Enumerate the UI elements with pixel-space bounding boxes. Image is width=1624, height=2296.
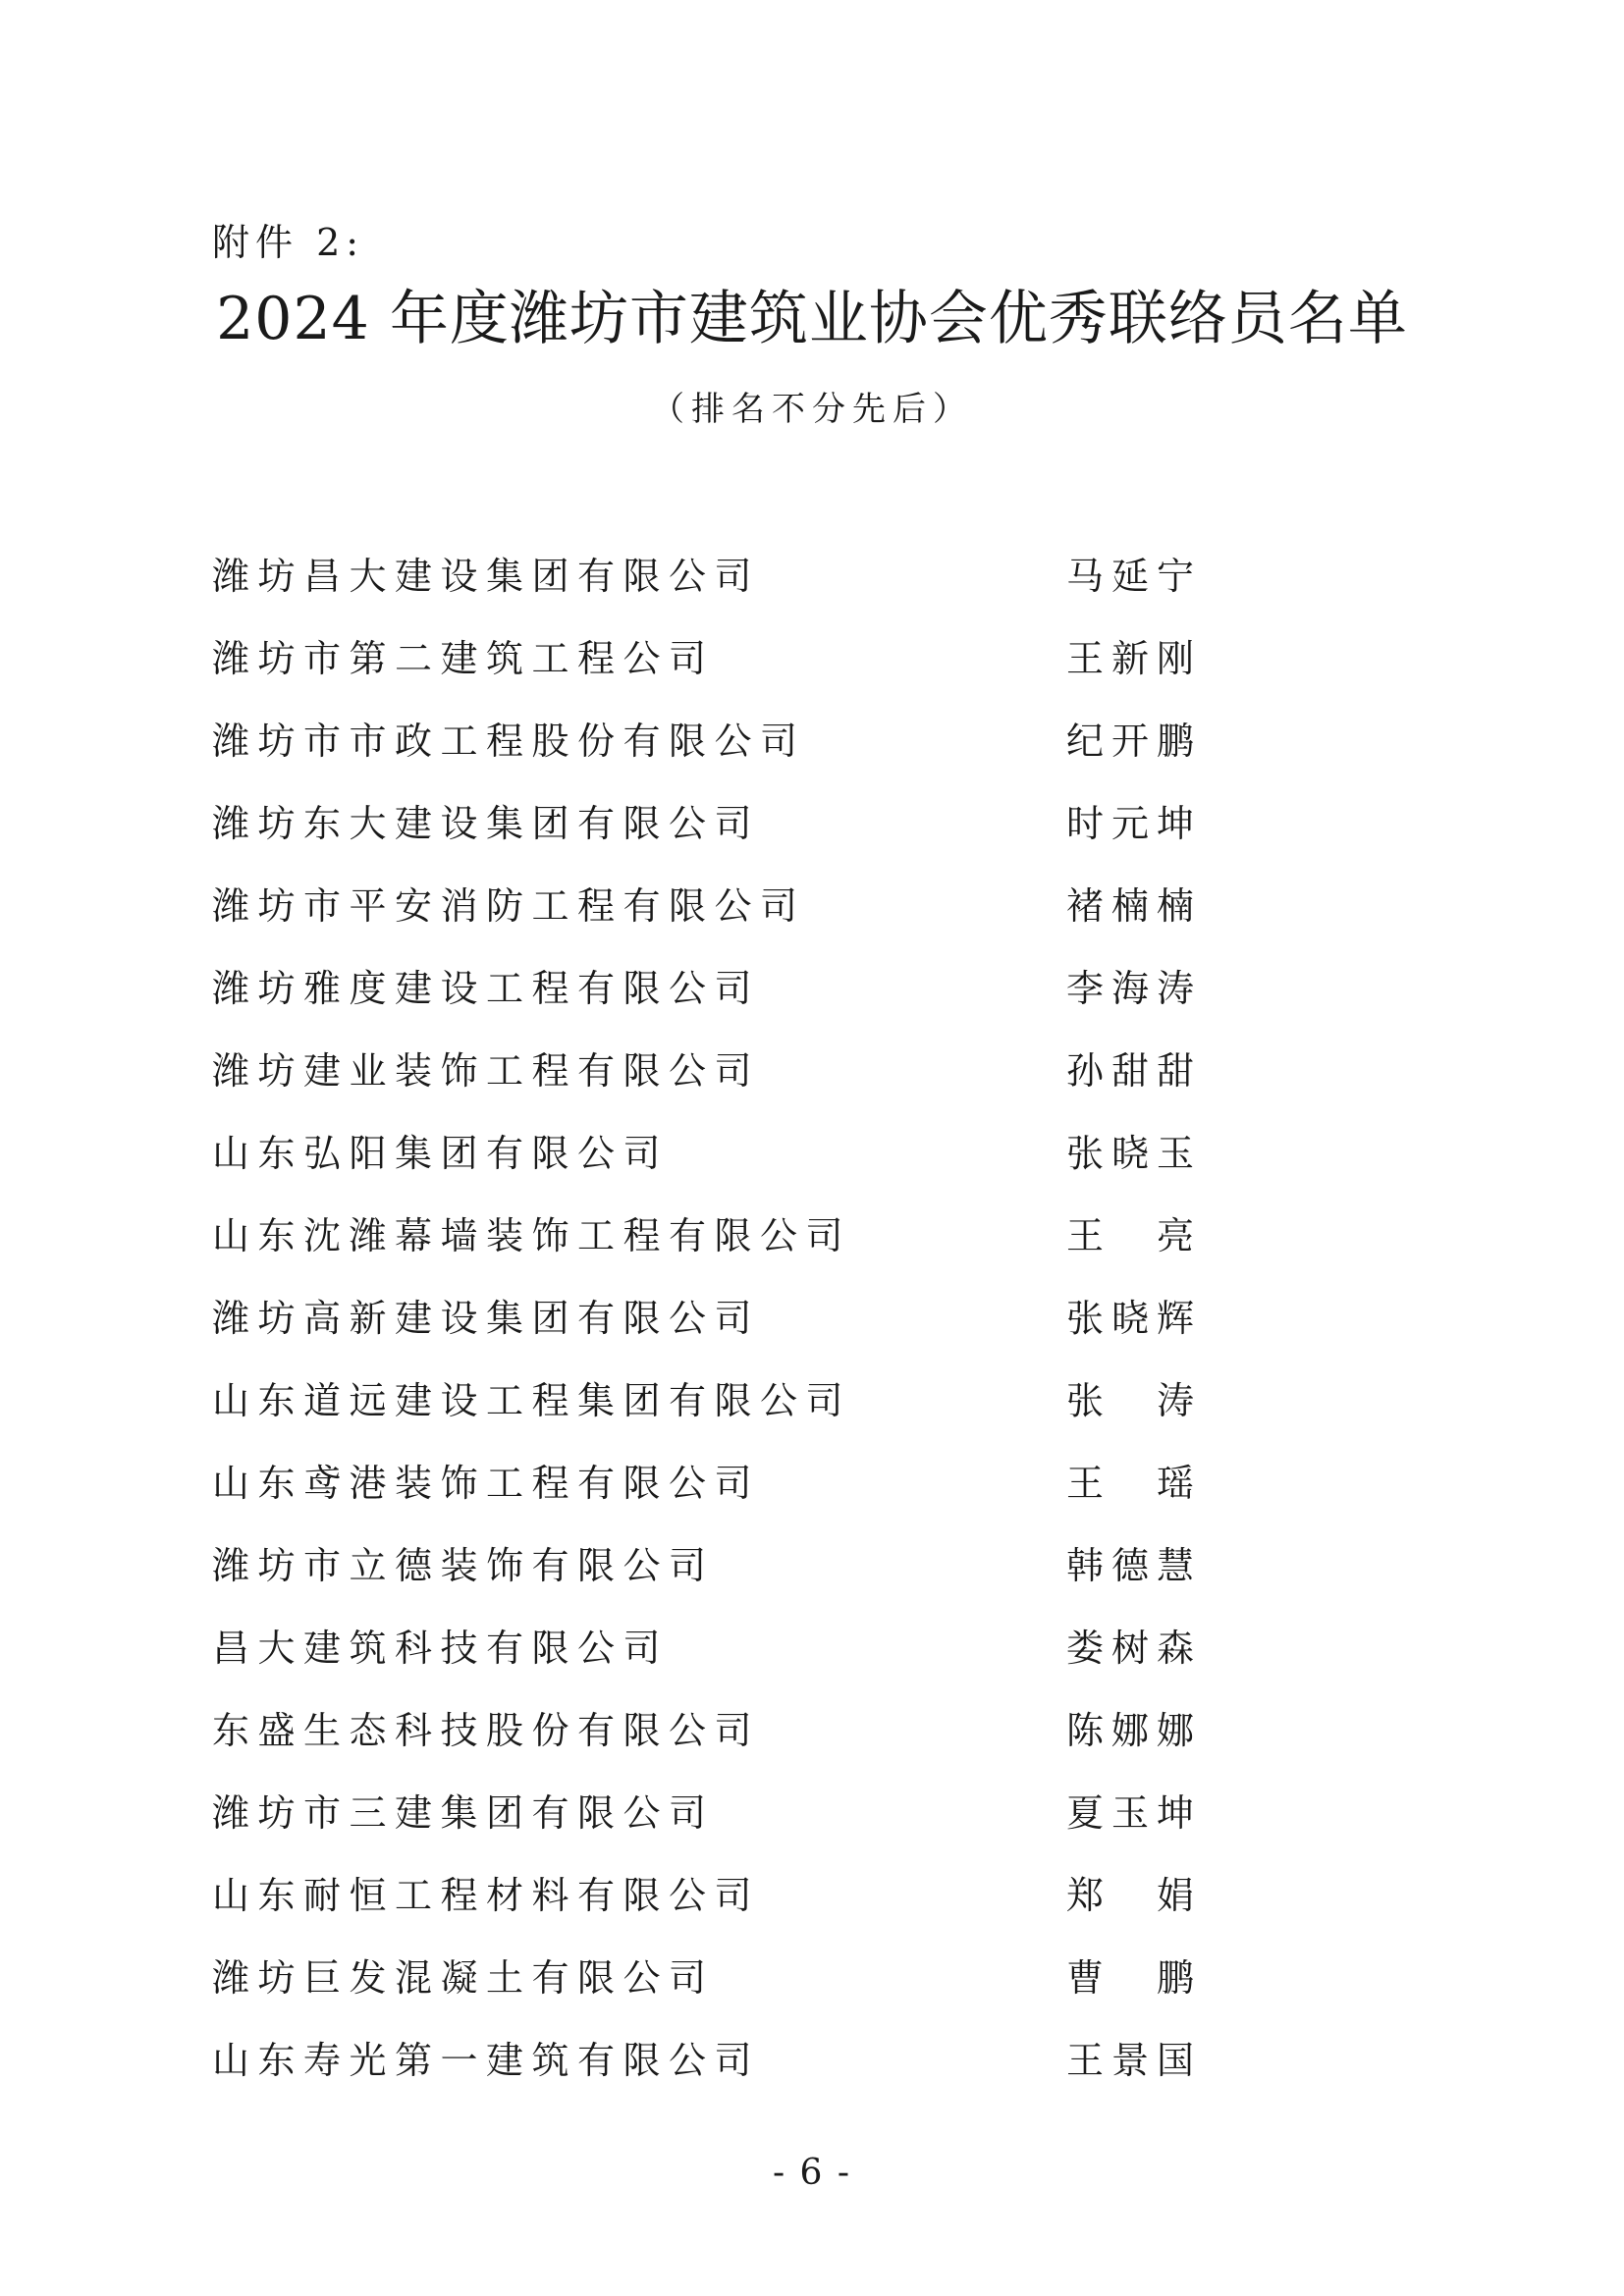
liaison-name: 张晓玉 (1066, 1132, 1194, 1175)
list-item (212, 1214, 1322, 1300)
liaison-name: 陈娜娜 (1066, 1709, 1194, 1752)
company-name: 东盛生态科技股份有限公司 (212, 1709, 761, 1752)
list-item (212, 1874, 1322, 1959)
liaison-name: 曹 鹏 (1066, 1956, 1194, 2000)
list-item (212, 1297, 1322, 1382)
list-item (212, 555, 1322, 640)
company-name: 潍坊市平安消防工程有限公司 (212, 884, 806, 928)
liaison-name: 夏玉坤 (1066, 1791, 1194, 1835)
list-item (212, 2039, 1322, 2124)
liaison-name: 张晓辉 (1066, 1297, 1194, 1340)
liaison-name: 褚楠楠 (1066, 884, 1194, 928)
company-name: 昌大建筑科技有限公司 (212, 1627, 670, 1670)
company-name: 潍坊市市政工程股份有限公司 (212, 720, 806, 763)
liaison-name: 王景国 (1066, 2039, 1194, 2082)
list-item (212, 637, 1322, 722)
list-item (212, 722, 1322, 805)
list-item (212, 1049, 1322, 1135)
liaison-name: 马延宁 (1066, 555, 1194, 598)
list-item (212, 1791, 1322, 1877)
attachment-label: 附件 2: (212, 221, 365, 264)
company-name: 山东道远建设工程集团有限公司 (212, 1379, 852, 1422)
company-name: 山东寿光第一建筑有限公司 (212, 2039, 761, 2082)
liaison-name: 张 涛 (1066, 1379, 1194, 1422)
liaison-name: 孙甜甜 (1066, 1049, 1194, 1093)
list-item (212, 967, 1322, 1052)
company-name: 山东弘阳集团有限公司 (212, 1132, 670, 1175)
company-name: 潍坊市第二建筑工程公司 (212, 637, 715, 680)
list-item (212, 1956, 1322, 2042)
company-name: 山东耐恒工程材料有限公司 (212, 1874, 761, 1917)
list-item (212, 1132, 1322, 1217)
liaison-name: 郑 娟 (1066, 1874, 1194, 1917)
list-item (212, 1544, 1322, 1629)
liaison-name: 王 瑶 (1066, 1462, 1194, 1505)
list-item (212, 1379, 1322, 1465)
liaison-name: 王新刚 (1066, 637, 1194, 680)
company-name: 潍坊市立德装饰有限公司 (212, 1544, 715, 1587)
liaison-name: 娄树森 (1066, 1627, 1194, 1670)
company-name: 潍坊高新建设集团有限公司 (212, 1297, 761, 1340)
company-name: 潍坊昌大建设集团有限公司 (212, 555, 761, 598)
company-name: 山东鸢港装饰工程有限公司 (212, 1462, 761, 1505)
liaison-list (212, 555, 1322, 2124)
list-item (212, 1709, 1322, 1794)
liaison-name: 李海涛 (1066, 967, 1194, 1010)
company-name: 潍坊东大建设集团有限公司 (212, 802, 761, 845)
list-item (212, 1629, 1322, 1712)
company-name: 潍坊市三建集团有限公司 (212, 1791, 715, 1835)
list-item (212, 1462, 1322, 1547)
liaison-name: 纪开鹏 (1066, 720, 1194, 763)
list-item (212, 802, 1322, 887)
company-name: 潍坊建业装饰工程有限公司 (212, 1049, 761, 1093)
document-subtitle: （排名不分先后） (651, 390, 973, 429)
company-name: 山东沈潍幕墙装饰工程有限公司 (212, 1214, 852, 1257)
company-name: 潍坊巨发混凝土有限公司 (212, 1956, 715, 2000)
page-number: - 6 - (772, 2153, 852, 2193)
liaison-name: 时元坤 (1066, 802, 1194, 845)
company-name: 潍坊雅度建设工程有限公司 (212, 967, 761, 1010)
liaison-name: 韩德慧 (1066, 1544, 1194, 1587)
liaison-name: 王 亮 (1066, 1214, 1194, 1257)
list-item (212, 884, 1322, 970)
document-title: 2024 年度潍坊市建筑业协会优秀联络员名单 (216, 285, 1408, 353)
